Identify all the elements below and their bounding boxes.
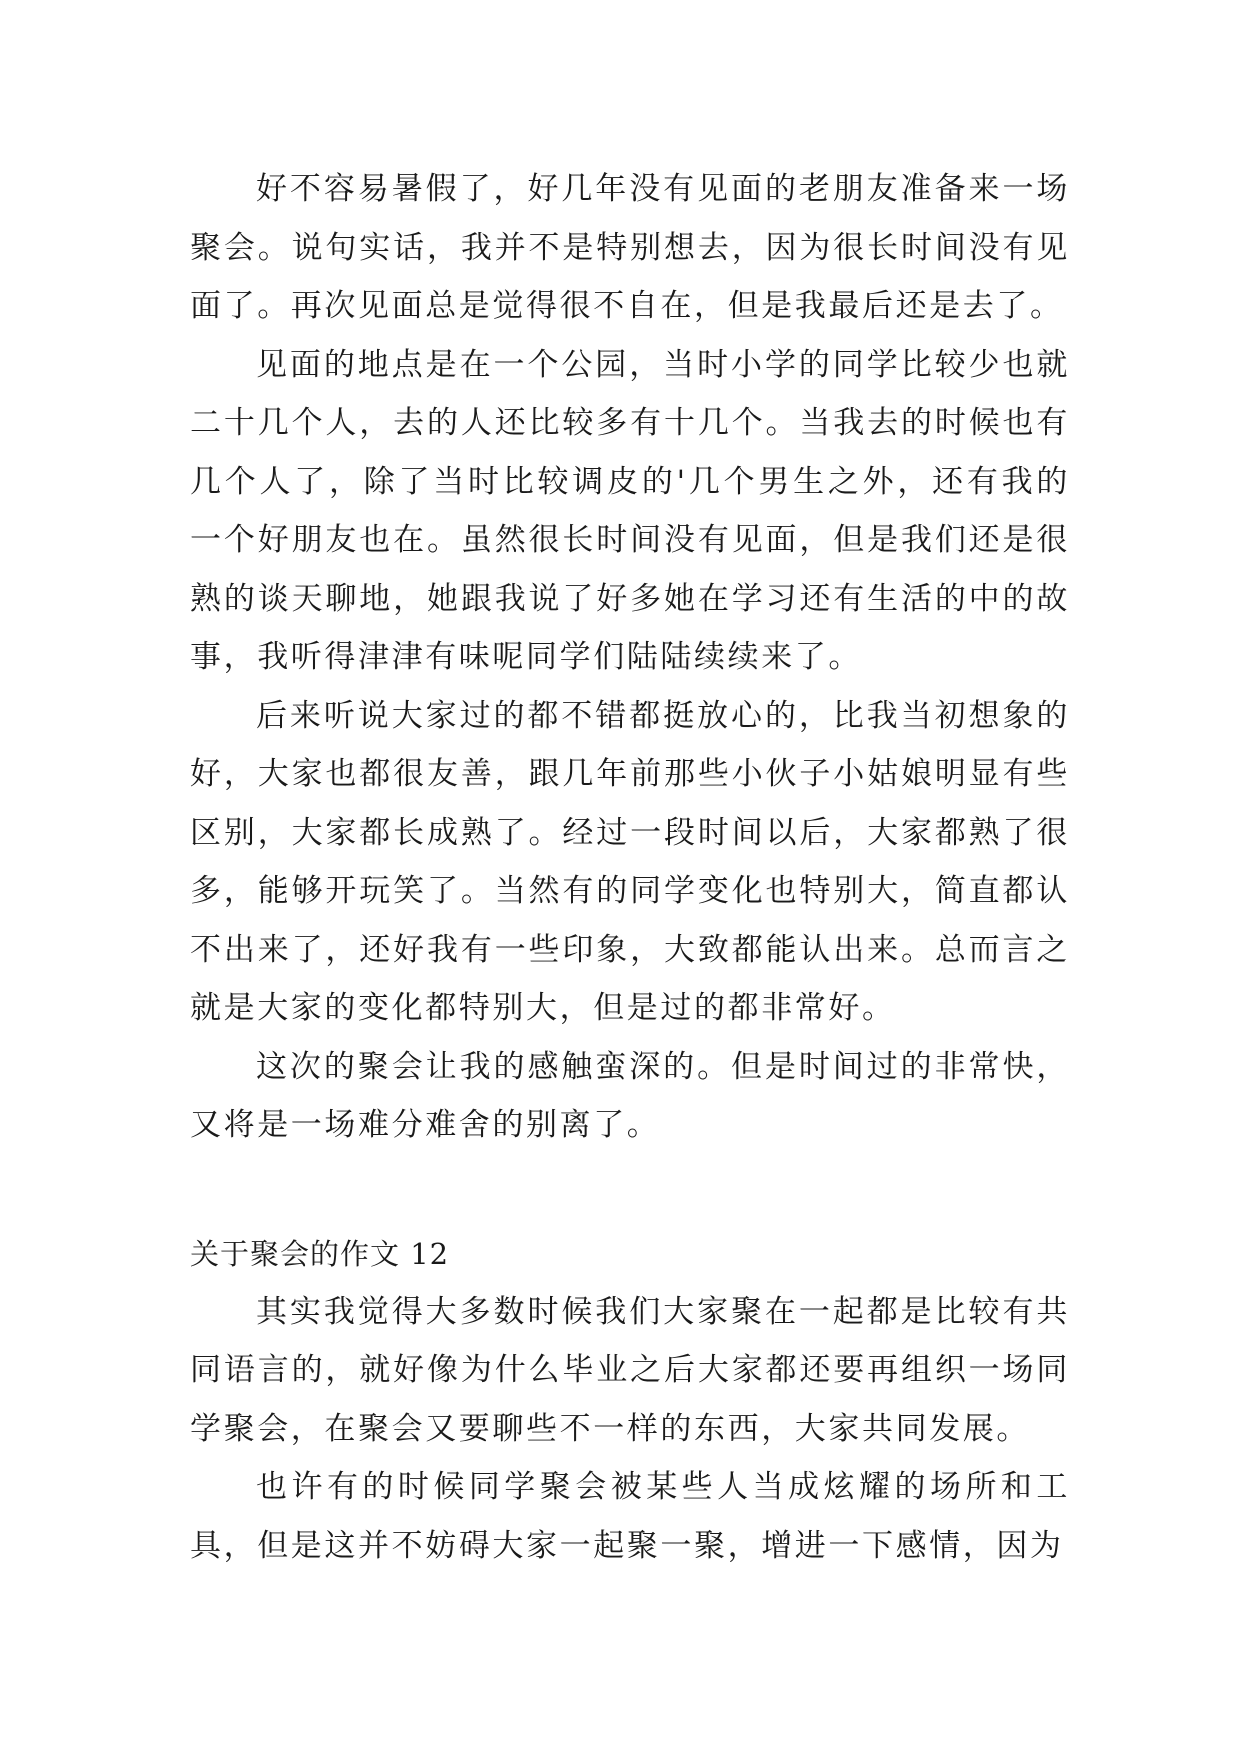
paragraph-5: 其实我觉得大多数时候我们大家聚在一起都是比较有共同语言的，就好像为什么毕业之后大家都还要再组织一场同学聚会，在聚会又要聊些不一样的东西，大家共同发展。 (190, 1293, 1070, 1447)
section-title: 关于聚会的作文 12 (190, 1236, 450, 1271)
paragraph-3: 后来听说大家过的都不错都挺放心的，比我当初想象的好，大家也都很友善，跟几年前那些小伙子小姑娘明显有些区别，大家都长成熟了。经过一段时间以后，大家都熟了很多，能够开玩笑了。当然有的同学变化也特别大，简直都认不出来了，还好我有一些印象，大致都能认出来。总而言之就是大家的变化都特别大，但是过的都非常好。 (190, 697, 1070, 1026)
paragraph-1: 好不容易暑假了，好几年没有见面的老朋友准备来一场聚会。说句实话，我并不是特别想去，因为很长时间没有见面了。再次见面总是觉得很不自在，但是我最后还是去了。 (190, 171, 1070, 324)
document-page (190, 160, 1070, 1575)
paragraph-6: 也许有的时候同学聚会被某些人当成炫耀的场所和工具，但是这并不妨碍大家一起聚一聚，增进一下感情，因为 (190, 1469, 1070, 1564)
paragraph-4: 这次的聚会让我的感触蛮深的。但是时间过的非常快，又将是一场难分难舍的别离了。 (190, 1048, 1070, 1143)
paragraph-2: 见面的地点是在一个公园，当时小学的同学比较少也就二十几个人，去的人还比较多有十几个。当我去的时候也有几个人了，除了当时比较调皮的'几个男生之外，还有我的一个好朋友也在。虽然很长时间没有见面，但是我们还是很熟的谈天聊地，她跟我说了好多她在学习还有生活的中的故事，我听得津津有味呢同学们陆陆续续来了。 (190, 346, 1070, 675)
